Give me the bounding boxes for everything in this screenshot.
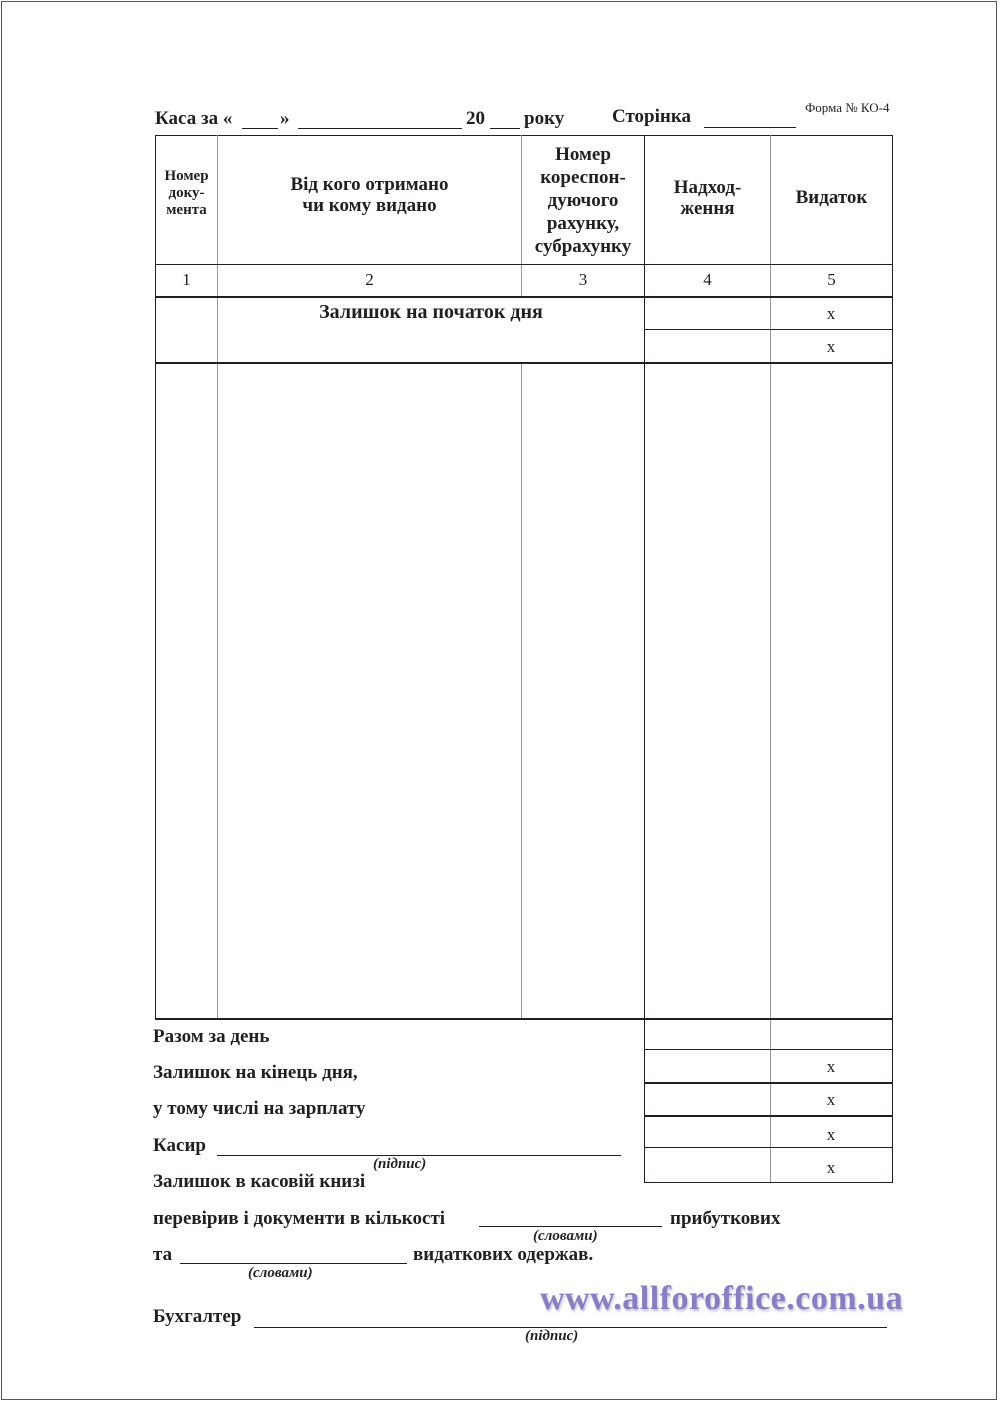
incoming-label: прибуткових (670, 1208, 781, 1229)
outgoing-count-line[interactable] (180, 1263, 407, 1264)
opening-balance-label: Залишок на початок дня (319, 301, 543, 323)
outgoing-in-words-hint: (словами) (248, 1265, 313, 1281)
col3-line2: кореспон- (540, 167, 626, 188)
closing-x-1: х (826, 1057, 836, 1076)
year-suffix: року (524, 108, 565, 129)
accountant-label: Бухгалтер (153, 1306, 242, 1327)
col1-line1: Номер (164, 168, 209, 184)
cashier-signature-hint: (підпис) (373, 1156, 427, 1172)
col4-line2: ження (680, 198, 735, 219)
col-header-account (522, 143, 644, 258)
ledger-balance-label: Залишок в касовій книзі (153, 1171, 366, 1192)
col3-line3: дуючого (547, 190, 619, 211)
col-header-doc-number (156, 168, 217, 219)
checked-docs-label: перевірив і документи в кількості (153, 1208, 446, 1229)
sum-line-2 (644, 1082, 893, 1084)
entries-area[interactable] (156, 364, 892, 1018)
incoming-in-words-hint: (словами) (533, 1228, 598, 1244)
cash-prefix: Каса за « (155, 108, 233, 129)
numbers-bottom-line (155, 296, 893, 298)
total-day-label: Разом за день (153, 1026, 270, 1047)
col-number-5: 5 (827, 270, 836, 289)
table-top-border (155, 135, 893, 136)
outgoing-received-label: видаткових одержав. (413, 1244, 594, 1265)
col4-line1: Надход- (673, 177, 742, 198)
page-blank[interactable] (704, 127, 796, 128)
opening-x-1: х (826, 304, 836, 323)
day-blank[interactable] (242, 128, 278, 129)
incl-salary-label: у тому числі на зарплату (153, 1098, 366, 1119)
site-watermark: www.allforoffice.com.ua (540, 1280, 904, 1317)
col3-line5: субрахунку (534, 236, 632, 257)
accountant-signature-hint: (підпис) (525, 1328, 579, 1344)
col1-line2: доку- (168, 185, 205, 201)
col-number-2: 2 (365, 270, 374, 289)
closing-balance-label: Залишок на кінець дня, (153, 1062, 358, 1083)
incoming-count-line[interactable] (479, 1226, 662, 1227)
col-header-counterparty (218, 174, 521, 216)
sum-line-3 (644, 1115, 893, 1117)
col3-line4: рахунку, (546, 213, 620, 234)
form-number-label: Форма № КО-4 (805, 100, 890, 115)
sum-line-4 (644, 1147, 893, 1148)
cashier-label: Касир (153, 1135, 206, 1156)
opening-mid-line (644, 329, 893, 330)
sum-line-1 (644, 1049, 893, 1050)
col2-line2: чи кому видано (302, 195, 437, 216)
col-number-4: 4 (703, 270, 712, 289)
col2-line1: Від кого отримано (290, 174, 449, 195)
month-blank[interactable] (298, 128, 462, 129)
page-label: Сторінка (612, 106, 692, 127)
cash-quote-close: » (280, 108, 290, 129)
year-prefix: 20 (466, 108, 485, 129)
sum-line-5 (644, 1182, 893, 1183)
col-number-3: 3 (578, 270, 588, 289)
closing-x-3: х (826, 1125, 836, 1144)
year-blank[interactable] (490, 128, 520, 129)
header-bottom-line (155, 264, 893, 265)
col1-line3: мента (166, 202, 207, 218)
col3-line1: Номер (555, 144, 611, 165)
opening-x-2: х (826, 337, 836, 356)
table-right-border (892, 135, 893, 1183)
closing-x-2: х (826, 1090, 836, 1109)
col-number-1: 1 (182, 270, 191, 289)
col-header-income (645, 177, 770, 219)
closing-x-4: х (826, 1158, 836, 1177)
col5-line1: Видаток (795, 187, 868, 208)
col-header-expense (771, 187, 892, 208)
table-bottom-line (155, 1018, 893, 1020)
and-label: та (153, 1244, 173, 1265)
